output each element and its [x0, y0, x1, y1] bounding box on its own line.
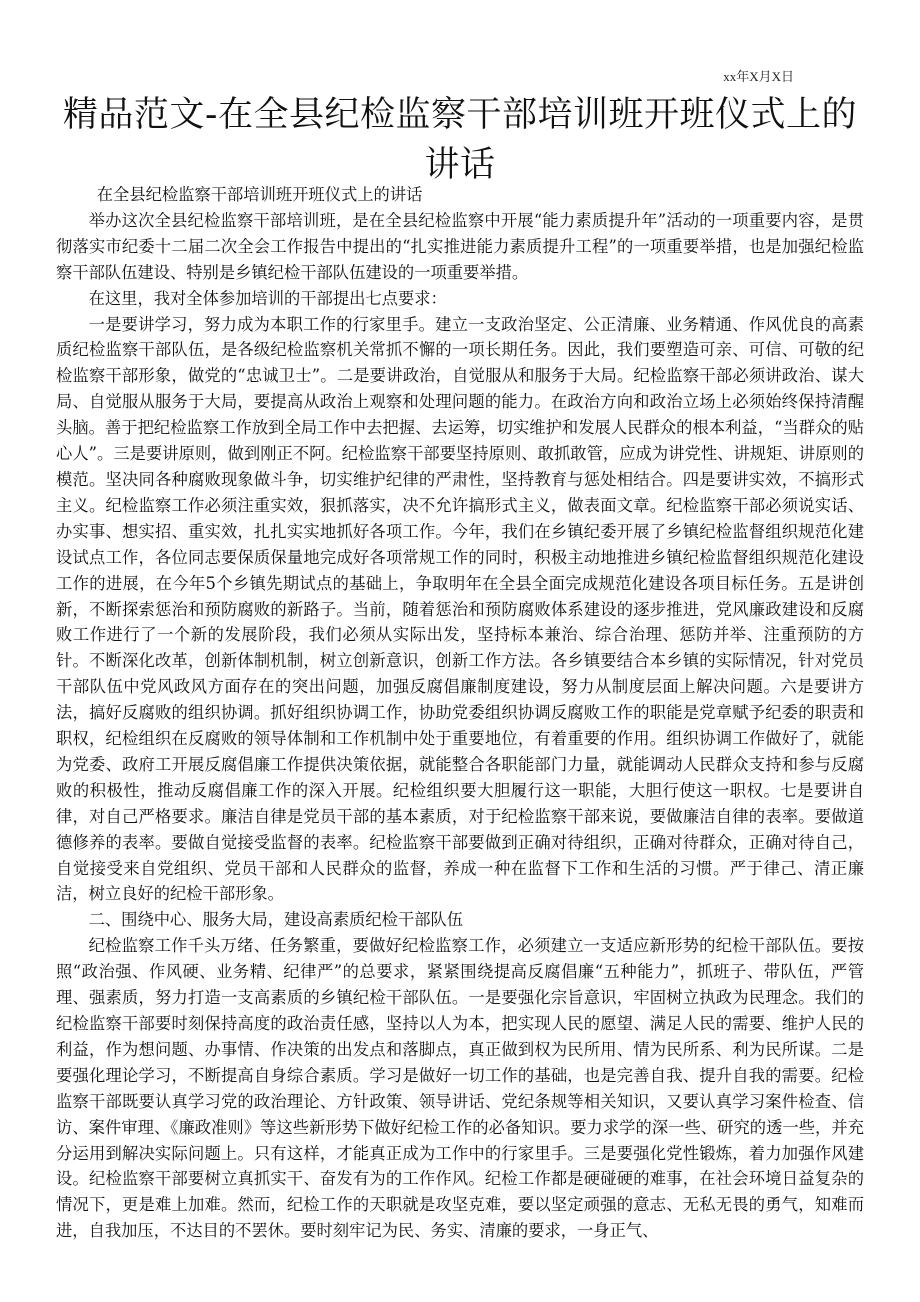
paragraph-seven-requirements: 一是要讲学习，努力成为本职工作的行家里手。建立一支政治坚定、公正清廉、业务精通、作风优良的高素质纪检监察干部队伍，是各级纪检监察机关常抓不懈的一项长期任务。因此，我们要塑造可亲、可信、可敬的纪检监察干部形象，做党的“忠诚卫士”。二是要讲政治，自觉服从和服务于大局。纪检监察干部必须讲政治、谋大局、自觉服从服务于大局，要提高从政治上观察和处理问题的能力。在政治方向和政治立场上必须始终保持清醒头脑。善于把纪检监察工作放到全局工作中去把握、去运筹，切实维护和发展人民群众的根本利益，“当群众的贴心人”。三是要讲原则，做到刚正不阿。纪检监察干部要坚持原则、敢抓敢管，应成为讲党性、讲规矩、讲原则的模范。坚决同各种腐败现象做斗争，切实维护纪律的严肃性，坚持教育与惩处相结合。四是要讲实效，不搞形式主义。纪检监察工作必须注重实效，狠抓落实，决不允许搞形式主义，做表面文章。纪检监察干部必须说实话、办实事、想实招、重实效，扎扎实实地抓好各项工作。今年，我们在乡镇纪委开展了乡镇纪检监督组织规范化建设试点工作，各位同志要保质保量地完成好各项常规工作的同时，积极主动地推进乡镇纪检监督组织规范化建设工作的进展，在今年5个乡镇先期试点的基础上，争取明年在全县全面完成规范化建设各项目标任务。五是讲创新，不断探索惩治和预防腐败的新路子。当前，随着惩治和预防腐败体系建设的逐步推进，党风廉政建设和反腐败工作进行了一个新的发展阶段，我们必须从实际出发，坚持标本兼治、综合治理、惩防并举、注重预防的方针。不断深化改革，创新体制机制，树立创新意识，创新工作方法。各乡镇要结合本乡镇的实际情况，针对党员干部队伍中党风政风方面存在的突出问题，加强反腐倡廉制度建设，努力从制度层面上解决问题。六是要讲方法，搞好反腐败的组织协调。抓好组织协调工作，协助党委组织协调反腐败工作的职能是党章赋予纪委的职责和职权，纪检组织在反腐败的领导体制和工作机制中处于重要地位，有着重要的作用。组织协调工作做好了，就能为党委、政府工开展反腐倡廉工作提供决策依据，就能整合各职能部门力量，就能调动人民群众支持和参与反腐败的积极性，推动反腐倡廉工作的深入开展。纪检组织要大胆履行这一职能，大胆行使这一职权。七是要讲自律，对自己严格要求。廉洁自律是党员干部的基本素质，对于纪检监察干部来说，要做廉洁自律的表率。要做道德修养的表率。要做自觉接受监督的表率。纪检监察干部要做到正确对待组织，正确对待群众，正确对待自己，自觉接受来自党组织、党员干部和人民群众的监督，养成一种在监督下工作和生活的习惯。严于律己、清正廉洁，树立良好的纪检干部形象。: [56, 314, 864, 904]
section-heading-two: 二、围绕中心、服务大局，建设高素质纪检干部队伍: [88, 910, 464, 930]
speech-subtitle: 在全县纪检监察干部培训班开班仪式上的讲话: [96, 185, 423, 204]
paragraph-intro: 举办这次全县纪检监察干部培训班，是在全县纪检监察中开展“能力素质提升年”活动的一项重要内容，是贯彻落实市纪委十二届二次全会工作报告中提出的“扎实推进能力素质提升工程”的一项重要举措，也是加强纪检监察干部队伍建设、特别是乡镇纪检干部队伍建设的一项重要举措。: [56, 210, 864, 282]
paragraph-requirements-lead: 在这里，我对全体参加培训的干部提出七点要求：: [88, 288, 447, 308]
document-body: [56, 182, 864, 1244]
document-title: 精品范文-在全县纪检监察干部培训班开班仪式上的讲话: [62, 95, 858, 185]
document-date: xx年X月X日: [723, 69, 794, 84]
paragraph-team-building: 纪检监察工作千头万绪、任务繁重，要做好纪检监察工作，必须建立一支适应新形势的纪检干部队伍。要按照“政治强、作风硬、业务精、纪律严”的总要求，紧紧围绕提高反腐倡廉“五种能力”，抓班子、带队伍，严管理、强素质，努力打造一支高素质的乡镇纪检干部队伍。一是要强化宗旨意识，牢固树立执政为民理念。我们的纪检监察干部要时刻保持高度的政治责任感，坚持以人为本，把实现人民的愿望、满足人民的需要、维护人民的利益，作为想问题、办事情、作决策的出发点和落脚点，真正做到权为民所用、情为民所系、利为民所谋。二是要强化理论学习，不断提高自身综合素质。学习是做好一切工作的基础，也是完善自我、提升自我的需要。纪检监察干部既要认真学习党的政治理论、方针政策、领导讲话、党纪条规等相关知识，又要认真学习案件检查、信访、案件审理、《廉政准则》等这些新形势下做好纪检工作的必备知识。要力求学的深一些、研究的透一些，并充分运用到解决实际问题上。只有这样，才能真正成为工作中的行家里手。三是要强化党性锻炼，着力加强作风建设。纪检监察干部要树立真抓实干、奋发有为的工作作风。纪检工作都是硬碰硬的难事，在社会环境日益复杂的情况下，更是难上加难。然而，纪检工作的天职就是攻坚克难，要以坚定顽强的意志、无私无畏的勇气，知难而进，自我加压，不达目的不罢休。要时刻牢记为民、务实、清廉的要求，一身正气、: [56, 936, 864, 1241]
